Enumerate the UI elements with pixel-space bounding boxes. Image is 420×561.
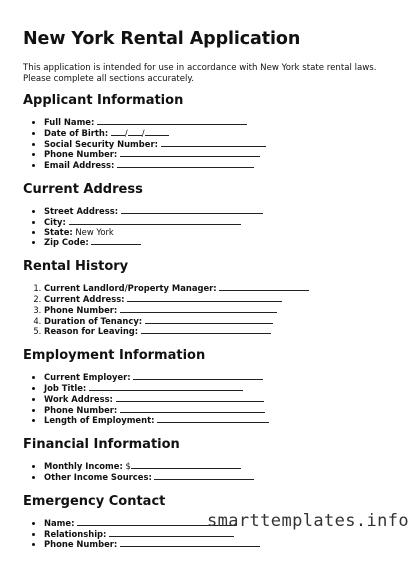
watermark: smarttemplates.info [207, 511, 410, 531]
list-item [44, 539, 403, 550]
section-heading-employment: Employment Information [23, 348, 206, 364]
list-item [44, 305, 403, 316]
ssn-field[interactable] [161, 139, 266, 147]
rental-phone-field[interactable] [120, 305, 277, 313]
full-name-label: Full Name: [44, 117, 95, 127]
income-field[interactable] [131, 461, 241, 469]
list-item [44, 139, 403, 150]
income-label: Monthly Income: [44, 461, 123, 472]
page-title: New York Rental Application [23, 29, 301, 49]
zip-field[interactable] [91, 237, 141, 245]
landlord-field[interactable] [219, 283, 309, 291]
list-item [44, 472, 403, 483]
list-item [44, 206, 403, 217]
list-item [44, 160, 403, 171]
section-heading-financial: Financial Information [23, 437, 180, 453]
city-label: City: [44, 216, 66, 227]
contact-phone-label: Phone Number: [44, 539, 118, 550]
list-item [44, 117, 403, 128]
list-item [44, 283, 403, 294]
dob-day-field[interactable] [128, 128, 142, 136]
section-heading-emergency: Emergency Contact [23, 493, 166, 509]
email-field[interactable] [117, 160, 254, 168]
section-heading-rental: Rental History [23, 259, 129, 275]
contact-phone-field[interactable] [120, 539, 260, 547]
job-title-field[interactable] [89, 383, 243, 391]
list-item [44, 372, 403, 383]
work-address-field[interactable] [116, 394, 264, 402]
other-income-label: Other Income Sources: [44, 471, 152, 482]
document-page [23, 28, 403, 561]
list-item [44, 237, 403, 248]
rental-fields [23, 283, 403, 337]
list-item [44, 316, 403, 327]
employment-fields [23, 372, 403, 426]
dob-year-field[interactable] [145, 128, 169, 136]
address-fields [23, 206, 403, 248]
full-name-field[interactable] [97, 117, 247, 125]
dob-label: Date of Birth: [44, 127, 109, 138]
employer-label: Current Employer: [44, 372, 131, 383]
employer-field[interactable] [133, 372, 263, 380]
rental-address-field[interactable] [127, 294, 282, 302]
section-heading-address: Current Address [23, 181, 143, 197]
phone-label: Phone Number: [44, 149, 118, 160]
rental-phone-label: Phone Number: [44, 304, 118, 315]
duration-field[interactable] [145, 316, 273, 324]
dob-month-field[interactable] [111, 128, 125, 136]
section-heading-applicant: Applicant Information [23, 93, 184, 108]
list-item [44, 394, 403, 405]
street-field[interactable] [121, 206, 263, 214]
list-item [44, 383, 403, 394]
reason-label: Reason for Leaving: [44, 326, 139, 337]
list-item [44, 128, 403, 139]
employment-length-field[interactable] [157, 415, 269, 423]
state-label: State: [44, 226, 73, 237]
list-item [44, 149, 403, 160]
city-field[interactable] [69, 217, 241, 225]
employment-length-label: Length of Employment: [44, 415, 155, 426]
list-item [44, 405, 403, 416]
duration-label: Duration of Tenancy: [44, 315, 143, 326]
applicant-fields [23, 117, 403, 171]
job-title-label: Job Title: [44, 382, 87, 393]
zip-label: Zip Code: [44, 237, 89, 248]
work-phone-field[interactable] [120, 405, 265, 413]
email-label: Email Address: [44, 160, 115, 171]
street-label: Street Address: [44, 205, 119, 216]
state-value: New York [75, 226, 114, 237]
dob-separator: / [124, 127, 128, 138]
contact-name-label: Name: [44, 517, 75, 528]
currency-symbol: $ [125, 461, 131, 472]
dob-separator: / [141, 127, 145, 138]
list-item [44, 228, 403, 238]
landlord-label: Current Landlord/Property Manager: [44, 283, 217, 294]
financial-fields [23, 461, 403, 483]
work-address-label: Work Address: [44, 393, 113, 404]
list-item [44, 294, 403, 305]
list-item [44, 461, 403, 472]
ssn-label: Social Security Number: [44, 138, 158, 149]
rental-address-label: Current Address: [44, 293, 125, 304]
phone-field[interactable] [120, 149, 260, 157]
list-item [44, 326, 403, 337]
other-income-field[interactable] [154, 472, 254, 480]
intro-text: This application is intended for use in accordance with New York state rental laws. Please complete all sections accurately. [23, 63, 377, 84]
work-phone-label: Phone Number: [44, 404, 118, 415]
list-item [44, 415, 403, 426]
relationship-label: Relationship: [44, 528, 107, 539]
reason-field[interactable] [141, 326, 271, 334]
